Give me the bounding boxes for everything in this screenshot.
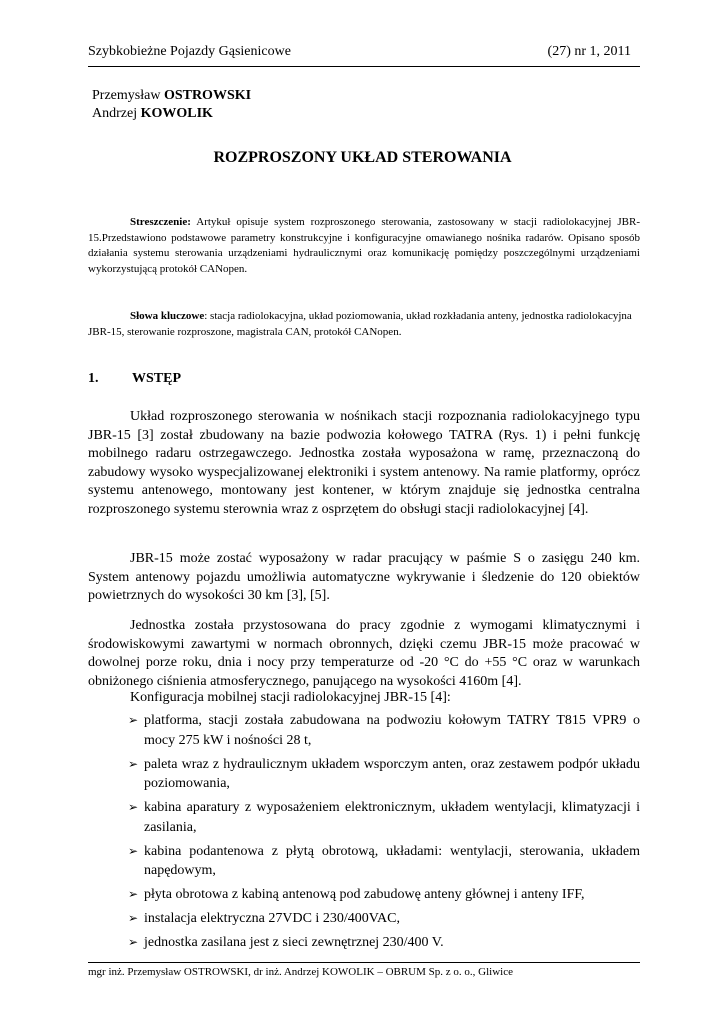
- keywords-label: Słowa kluczowe: [130, 310, 205, 322]
- author-2: Andrzej KOWOLIK: [92, 106, 213, 121]
- arrow-bullet-icon: ➢: [128, 843, 139, 858]
- list-item: ➢ jednostka zasilana jest z sieci zewnętrznej 230/400 V.: [130, 933, 640, 953]
- list-item: ➢ płyta obrotowa z kabiną antenową pod zabudowę anteny głównej i anteny IFF,: [130, 885, 640, 905]
- abstract-text: Artykuł opisuje system rozproszonego sterowania, zastosowany w stacji radiolokacyjnej JBR-15.Przedstawiono podstawowe parametry konstrukcyjne i konfiguracyjne omawianego nośnika radarów. Opisano sposób działania systemu sterowania urządzeniami hydraulicznymi oraz komunikację pomiędzy poszczególnymi urządzeniami wykorzystującą protokół CANopen.: [88, 216, 640, 275]
- keywords: [88, 309, 640, 340]
- list-item: ➢ kabina aparatury z wyposażeniem elektronicznym, układem wentylacji, klimatyzacji i zasilania,: [128, 800, 640, 835]
- section-number: 1.: [88, 371, 99, 386]
- list-item: ➢ kabina podantenowa z płytą obrotową, układami: wentylacji, sterowania, układem napędowym,: [128, 843, 640, 878]
- keywords-text: : stacja radiolokacyjna, układ poziomowania, układ rozkładania anteny, jednostka radiolokacyjna JBR-15, sterowanie rozproszone, magistrala CAN, protokół CANopen.: [88, 310, 632, 338]
- arrow-bullet-icon: ➢: [128, 756, 139, 771]
- arrow-bullet-icon: ➢: [128, 935, 139, 949]
- arrow-bullet-icon: ➢: [128, 887, 139, 901]
- paragraph-3: Jednostka została przystosowana do pracy zgodnie z wymogami klimatycznymi i środowiskowymi zawartymi w normach obronnych, dzięki czemu JBR-15 może pracować w dowolnej porze roku, dnia i nocy przy temperaturze od -20 °C do +55 °C oraz w warunkach obniżonego ciśnienia atmosferycznego, panującego na wysokości 4160m [4].: [88, 618, 640, 689]
- abstract-label: Streszczenie:: [130, 216, 191, 228]
- footer-affiliation: mgr inż. Przemysław OSTROWSKI, dr inż. Andrzej KOWOLIK – OBRUM Sp. z o. o., Gliwice: [88, 966, 513, 978]
- paragraph-1: Układ rozproszonego sterowania w nośnikach stacji rozpoznania radiolokacyjnego typu JBR-15 [3] został zbudowany na bazie podwozia kołowego TATRA (Rys. 1) i pełni funkcję mobilnego radaru ostrzegawczego. Jednostka została wyposażona w ramę, przeznaczoną do zabudowy wysoko wyspecjalizowanej elektroniki i system antenowy. Na ramie platformy, oprócz systemu antenowego, montowany jest kontener, w którym znajduje się jednostka centralna rozproszonego systemu sterownia wraz z osprzętem do obsługi stacji radiolokacyjnej [4].: [88, 409, 640, 517]
- author-list: [92, 87, 251, 123]
- running-header: [88, 44, 631, 64]
- paper-title: ROZPROSZONY UKŁAD STEROWANIA: [213, 149, 512, 166]
- paragraph-2: JBR-15 może zostać wyposażony w radar pracujący w paśmie S o zasięgu 240 km. System antenowy pojazdu umożliwia automatyczne wykrywanie i śledzenie do 120 obiektów powietrznych do wysokości 30 km [3], [5].: [88, 551, 640, 603]
- arrow-bullet-icon: ➢: [128, 713, 139, 727]
- journal-name: Szybkobieżne Pojazdy Gąsienicowe: [88, 44, 291, 59]
- footer-rule: [88, 962, 640, 963]
- section-heading: [88, 371, 181, 387]
- list-item: ➢ instalacja elektryczna 27VDC i 230/400VAC,: [130, 909, 640, 929]
- section-title: WSTĘP: [132, 371, 182, 386]
- list-item: ➢ platforma, stacji została zabudowana na podwoziu kołowym TATRY T815 VPR9 o mocy 275 kW i nośności 28 t,: [128, 713, 640, 748]
- arrow-bullet-icon: ➢: [128, 800, 139, 814]
- abstract: [88, 215, 640, 277]
- header-rule: [88, 66, 640, 67]
- paragraph-4: Konfiguracja mobilnej stacji radiolokacyjnej JBR-15 [4]:: [130, 690, 451, 705]
- list-item: ➢ paleta wraz z hydraulicznym układem wsporczym anten, oraz zestawem podpór układu poziomowania,: [128, 756, 640, 791]
- configuration-list: [130, 711, 640, 957]
- author-1: Przemysław OSTROWSKI: [92, 88, 252, 103]
- arrow-bullet-icon: ➢: [128, 911, 139, 925]
- issue-number: (27) nr 1, 2011: [547, 44, 631, 59]
